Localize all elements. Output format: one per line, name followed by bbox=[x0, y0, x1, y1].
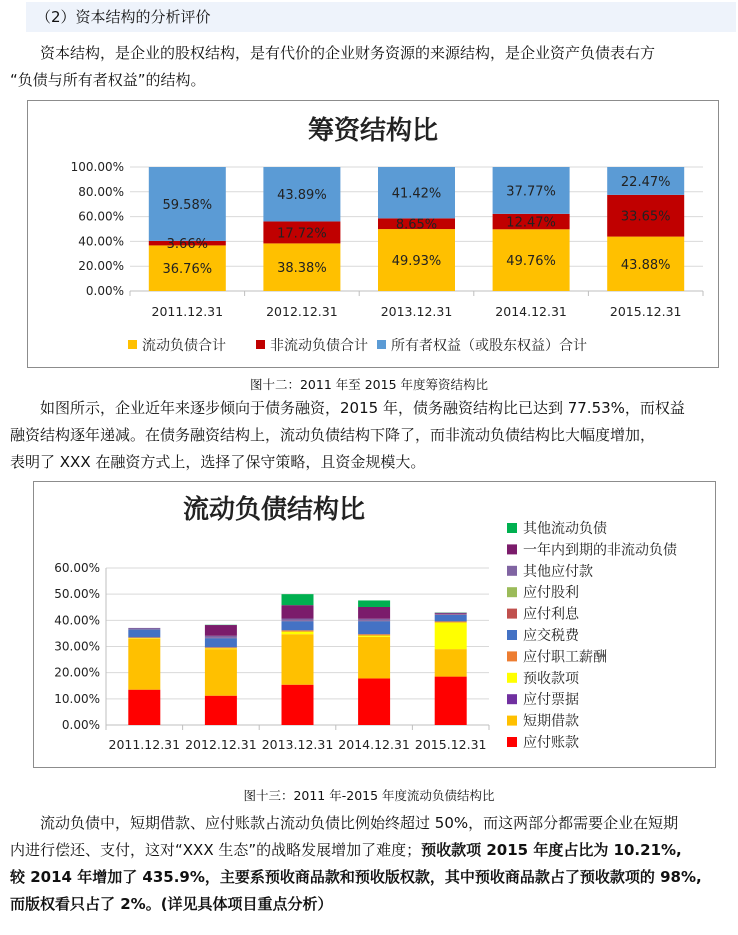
chart2-legend-swatch bbox=[507, 651, 517, 661]
chart1-ytick-label: 100.00% bbox=[70, 160, 124, 174]
figure-13-caption: 图十三：2011 年-2015 年度流动负债结构比 bbox=[243, 788, 495, 803]
chart2-bar-segment bbox=[205, 625, 237, 636]
chart2-bar-segment bbox=[358, 619, 390, 621]
chart2-legend-swatch bbox=[507, 716, 517, 726]
chart1-ytick-label: 20.00% bbox=[78, 259, 124, 274]
chart1-data-label: 43.88% bbox=[620, 257, 671, 273]
chart1-ytick-label: 80.00% bbox=[78, 184, 124, 199]
chart2-bar-segment bbox=[358, 678, 390, 725]
chart2-legend-label: 应付账款 bbox=[523, 735, 579, 751]
chart1-data-label: 37.77% bbox=[506, 184, 556, 200]
chart2-legend-label: 预收款项 bbox=[523, 670, 579, 687]
chart2-bar-segment bbox=[435, 649, 467, 676]
chart2-bar-segment bbox=[128, 639, 160, 690]
chart2-legend-label: 应付职工薪酬 bbox=[523, 649, 607, 666]
chart2-ytick-label: 50.00% bbox=[54, 587, 100, 602]
chart2-xtick-label: 2015.12.31 bbox=[414, 737, 487, 752]
chart1-data-label: 17.72% bbox=[277, 226, 327, 242]
chart1-legend-swatch bbox=[377, 340, 386, 349]
chart2-legend-swatch bbox=[507, 673, 517, 683]
chart1-data-label: 22.47% bbox=[620, 174, 671, 190]
current-liabilities-chart-svg bbox=[34, 482, 715, 767]
chart2-bar-segment bbox=[128, 629, 160, 637]
figure-12-caption: 图十二：2011 年至 2015 年度筹资结构比 bbox=[249, 377, 489, 392]
chart2-ytick-label: 20.00% bbox=[54, 665, 100, 680]
chart2-bar-segment bbox=[435, 677, 467, 725]
chart2-legend-label: 一年内到期的非流动负债 bbox=[523, 542, 677, 559]
liabilities-line-4 bbox=[10, 891, 732, 918]
chart2-bar-segment bbox=[358, 637, 390, 679]
current-liabilities-chart bbox=[33, 481, 716, 768]
intro-line-2: “负债与所有者权益”的结构。 bbox=[10, 71, 206, 89]
chart2-xtick-label: 2013.12.31 bbox=[261, 737, 334, 752]
chart2-ytick-label: 10.00% bbox=[54, 691, 100, 706]
liabilities-line-2 bbox=[10, 837, 732, 864]
chart1-legend-label: 所有者权益（或股东权益）合计 bbox=[391, 338, 587, 354]
chart1-ytick-label: 60.00% bbox=[78, 209, 124, 224]
chart1-xtick-label: 2014.12.31 bbox=[495, 304, 567, 319]
analysis-line-3: 表明了 XXX 在融资方式上，选择了保守策略，且资金规模大。 bbox=[10, 453, 426, 471]
chart2-bar-segment bbox=[435, 622, 467, 649]
chart2-ytick-label: 60.00% bbox=[54, 561, 100, 575]
chart2-bar-segment bbox=[282, 634, 314, 685]
analysis-paragraph bbox=[10, 395, 732, 476]
chart2-bar-segment bbox=[205, 648, 237, 649]
chart2-legend-swatch bbox=[507, 609, 517, 619]
liabilities-line-2b: 预收款项 2015 年度占比为 10.21%, bbox=[421, 841, 682, 859]
liabilities-line-3 bbox=[10, 864, 732, 891]
chart1-legend-swatch bbox=[128, 340, 137, 349]
chart2-ytick-label: 0.00% bbox=[61, 718, 100, 732]
chart2-legend-label: 短期借款 bbox=[523, 713, 579, 730]
chart2-bar-segment bbox=[435, 614, 467, 615]
chart2-bar-segment bbox=[282, 685, 314, 725]
chart2-legend-label: 其他流动负债 bbox=[523, 521, 607, 537]
chart2-xtick-label: 2011.12.31 bbox=[108, 737, 181, 752]
chart2-bar-segment bbox=[435, 613, 467, 614]
analysis-line-1: 如图所示，企业近年来逐步倾向于债务融资，2015 年，债务融资结构比已达到 77.53%，而权益 bbox=[40, 399, 685, 417]
liabilities-line-3-bold: 较 2014 年增加了 435.9%，主要系预收商品款和预收版权款，其中预收商品款占了预收款项的 98%, bbox=[10, 868, 702, 886]
section-heading: （2）资本结构的分析评价 bbox=[26, 2, 736, 32]
chart2-bar-segment bbox=[128, 638, 160, 639]
intro-paragraph bbox=[10, 40, 732, 94]
chart2-bar-segment bbox=[358, 634, 390, 635]
chart2-legend-label: 应付票据 bbox=[523, 692, 579, 709]
liabilities-line-4-bold: 而版权看只占了 2%。(详见具体项目重点分析） bbox=[10, 895, 333, 913]
chart1-data-label: 36.76% bbox=[162, 262, 213, 278]
chart2-bar-segment bbox=[205, 636, 237, 638]
chart2-bar-segment bbox=[435, 615, 467, 622]
chart2-title: 流动负债结构比 bbox=[182, 495, 366, 525]
chart2-bar-segment bbox=[435, 621, 467, 622]
chart2-legend-swatch bbox=[507, 587, 517, 597]
chart2-bar-segment bbox=[358, 636, 390, 637]
chart1-title: 筹资结构比 bbox=[307, 116, 439, 146]
chart2-bar-segment bbox=[282, 594, 314, 605]
liabilities-line-1: 流动负债中，短期借款、应付账款占流动负债比例始终超过 50%，而这两部分都需要企业在短期 bbox=[40, 814, 679, 832]
chart1-data-label: 59.58% bbox=[162, 197, 213, 213]
chart2-ytick-label: 40.00% bbox=[54, 613, 100, 628]
analysis-line-2: 融资结构逐年递减。在债务融资结构上，流动负债结构下降了，而非流动负债结构比大幅度增加， bbox=[10, 426, 656, 444]
chart2-bar-segment bbox=[282, 619, 314, 621]
chart2-legend-swatch bbox=[507, 737, 517, 747]
chart2-bar-segment bbox=[358, 607, 390, 619]
chart1-data-label: 49.76% bbox=[506, 254, 556, 270]
chart2-bar-segment bbox=[282, 632, 314, 635]
chart2-legend-swatch bbox=[507, 544, 517, 554]
chart1-data-label: 41.42% bbox=[391, 186, 442, 202]
chart2-legend-label: 应交税费 bbox=[523, 628, 579, 644]
chart2-bar-segment bbox=[205, 649, 237, 696]
liabilities-line-2a: 内进行偿还、支付，这对“XXX 生态”的战略发展增加了难度； bbox=[10, 841, 422, 859]
chart1-data-label: 3.66% bbox=[166, 237, 208, 253]
chart1-xtick-label: 2013.12.31 bbox=[380, 304, 453, 319]
chart2-bar-segment bbox=[205, 647, 237, 648]
chart2-legend-swatch bbox=[507, 630, 517, 640]
chart1-ytick-label: 40.00% bbox=[78, 234, 124, 249]
chart1-data-label: 49.93% bbox=[391, 254, 442, 270]
chart1-data-label: 8.65% bbox=[395, 217, 438, 233]
chart2-legend-swatch bbox=[507, 566, 517, 576]
chart2-bar-segment bbox=[282, 605, 314, 618]
chart2-legend-swatch bbox=[507, 694, 517, 704]
chart2-bar-segment bbox=[128, 628, 160, 629]
chart2-bar-segment bbox=[282, 621, 314, 630]
chart2-bar-segment bbox=[128, 690, 160, 725]
chart2-legend-label: 应付股利 bbox=[523, 585, 579, 602]
chart1-data-label: 33.65% bbox=[620, 209, 671, 225]
chart2-bar-segment bbox=[205, 638, 237, 647]
chart2-ytick-label: 30.00% bbox=[54, 639, 100, 654]
chart1-data-label: 43.89% bbox=[277, 188, 327, 204]
chart2-bar-segment bbox=[128, 637, 160, 638]
chart1-xtick-label: 2012.12.31 bbox=[266, 304, 338, 319]
chart2-bar-segment bbox=[358, 621, 390, 634]
chart1-data-label: 38.38% bbox=[277, 261, 327, 277]
chart1-ytick-label: 0.00% bbox=[85, 284, 124, 298]
chart2-bar-segment bbox=[358, 600, 390, 607]
chart1-data-label: 12.47% bbox=[506, 215, 556, 231]
chart1-xtick-label: 2015.12.31 bbox=[609, 304, 682, 319]
chart1-xtick-label: 2011.12.31 bbox=[151, 304, 224, 319]
chart1-legend-label: 流动负债合计 bbox=[142, 338, 226, 354]
chart2-bar-segment bbox=[205, 696, 237, 725]
financing-structure-chart bbox=[27, 100, 719, 368]
chart2-legend-label: 应付利息 bbox=[523, 606, 579, 623]
chart2-legend-swatch bbox=[507, 523, 517, 533]
intro-line-1: 资本结构，是企业的股权结构，是有代价的企业财务资源的来源结构，是企业资产负债表右方 bbox=[40, 44, 656, 62]
chart2-legend-label: 其他应付款 bbox=[523, 563, 593, 580]
liabilities-paragraph bbox=[10, 810, 732, 918]
chart1-legend-label: 非流动负债合计 bbox=[270, 338, 368, 354]
chart2-bar-segment bbox=[282, 630, 314, 631]
chart2-xtick-label: 2014.12.31 bbox=[338, 737, 410, 752]
financing-structure-chart-svg bbox=[28, 101, 718, 367]
chart1-legend-swatch bbox=[256, 340, 265, 349]
chart2-xtick-label: 2012.12.31 bbox=[185, 737, 257, 752]
